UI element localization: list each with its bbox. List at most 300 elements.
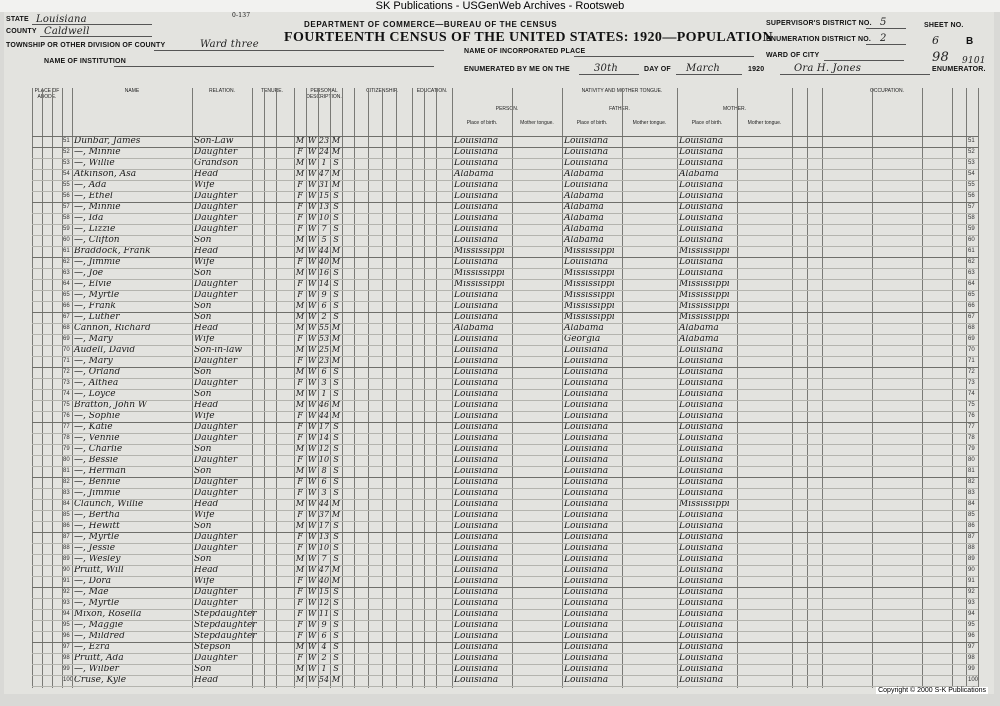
line-number-right: 77 <box>968 424 975 430</box>
cell-name: —, Hewitt <box>74 521 120 531</box>
cell-race: W <box>307 301 317 310</box>
cell-age: 15 <box>318 191 330 200</box>
cell-birth: Louisiana <box>454 444 499 454</box>
cell-mbirth: Mississippi <box>679 312 730 322</box>
line-number: 97 <box>63 644 70 650</box>
cell-race: W <box>307 664 317 673</box>
cell-age: 13 <box>318 202 330 211</box>
nativity-header: NATIVITY AND MOTHER TONGUE. <box>581 88 663 94</box>
row-line <box>32 345 978 346</box>
cell-rel: Wife <box>194 334 215 344</box>
line-number-right: 66 <box>968 303 975 309</box>
cell-mbirth: Louisiana <box>679 411 724 421</box>
cell-ms: S <box>333 554 339 563</box>
line-number-right: 99 <box>968 666 975 672</box>
line-number-right: 59 <box>968 226 975 232</box>
cell-birth: Louisiana <box>454 543 499 553</box>
cell-name: —, Mary <box>74 356 113 366</box>
cell-rel: Son <box>194 521 212 531</box>
cell-ms: S <box>333 620 339 629</box>
cell-mbirth: Alabama <box>679 169 719 179</box>
line-number-right: 91 <box>968 578 975 584</box>
cell-fbirth: Louisiana <box>564 521 609 531</box>
cell-age: 44 <box>318 246 330 255</box>
cell-mbirth: Louisiana <box>679 576 724 586</box>
cell-rel: Daughter <box>194 653 238 663</box>
relation-header: RELATION. <box>208 88 236 94</box>
cell-name: Bratton, John W <box>74 400 148 410</box>
cell-fbirth: Louisiana <box>564 587 609 597</box>
cell-age: 2 <box>321 653 327 662</box>
cell-rel: Head <box>194 246 219 256</box>
cell-fbirth: Louisiana <box>564 664 609 674</box>
cell-fbirth: Georgia <box>564 334 601 344</box>
row-line <box>32 180 978 181</box>
line-number-right: 92 <box>968 589 975 595</box>
census-title: FOURTEENTH CENSUS OF THE UNITED STATES: 1920—POPULATION <box>284 30 774 45</box>
cell-name: —, Willie <box>74 158 115 168</box>
cell-age: 6 <box>321 301 327 310</box>
line-number: 88 <box>63 545 70 551</box>
cell-name: Dunbar, James <box>74 136 141 146</box>
cell-ms: M <box>331 323 341 332</box>
cell-ms: M <box>331 136 341 145</box>
enumeration-label: ENUMERATION DISTRICT NO. <box>766 36 872 43</box>
citizenship-header: CITIZENSHIP. <box>366 88 398 94</box>
cell-sex: F <box>297 598 303 607</box>
cell-mbirth: Louisiana <box>679 147 724 157</box>
row-line <box>32 323 978 324</box>
cell-mbirth: Louisiana <box>679 664 724 674</box>
cell-birth: Louisiana <box>454 675 499 685</box>
cell-fbirth: Louisiana <box>564 675 609 685</box>
cell-ms: S <box>333 224 339 233</box>
cell-name: —, Herman <box>74 466 126 476</box>
cell-name: —, Bennie <box>74 477 121 487</box>
cell-fbirth: Louisiana <box>564 389 609 399</box>
site-banner: SK Publications - USGenWeb Archives - Rootsweb <box>0 0 1000 12</box>
cell-sex: F <box>297 180 303 189</box>
cell-age: 17 <box>318 521 330 530</box>
cell-name: Cruse, Kyle <box>74 675 127 685</box>
line-number: 78 <box>63 435 70 441</box>
township-value: Ward three <box>200 39 259 50</box>
line-number-right: 63 <box>968 270 975 276</box>
cell-sex: M <box>295 554 305 563</box>
cell-age: 8 <box>321 466 327 475</box>
cell-rel: Wife <box>194 411 215 421</box>
line-number: 90 <box>63 567 70 573</box>
form-number: 0-137 <box>232 12 251 19</box>
cell-race: W <box>307 290 317 299</box>
cell-ms: M <box>331 675 341 684</box>
cell-age: 3 <box>321 488 327 497</box>
row-line <box>32 367 978 368</box>
line-number-right: 95 <box>968 622 975 628</box>
cell-race: W <box>307 268 317 277</box>
cell-fbirth: Louisiana <box>564 554 609 564</box>
cell-name: —, Luther <box>74 312 120 322</box>
cell-birth: Louisiana <box>454 367 499 377</box>
row-line <box>32 411 978 412</box>
cell-rel: Son-in-law <box>194 345 243 355</box>
line-number-right: 80 <box>968 457 975 463</box>
cell-rel: Head <box>194 169 219 179</box>
cell-fbirth: Louisiana <box>564 180 609 190</box>
cell-mbirth: Louisiana <box>679 202 724 212</box>
cell-fbirth: Louisiana <box>564 466 609 476</box>
cell-birth: Louisiana <box>454 356 499 366</box>
cell-name: Cannon, Richard <box>74 323 151 333</box>
cell-race: W <box>307 180 317 189</box>
cell-ms: S <box>333 642 339 651</box>
cell-ms: S <box>333 235 339 244</box>
row-line <box>32 268 978 269</box>
cell-race: W <box>307 444 317 453</box>
cell-fbirth: Louisiana <box>564 477 609 487</box>
cell-rel: Wife <box>194 576 215 586</box>
row-line <box>32 499 978 500</box>
cell-ms: S <box>333 521 339 530</box>
cell-age: 23 <box>318 136 330 145</box>
enumerator-label: ENUMERATOR. <box>932 66 986 73</box>
row-line <box>32 664 978 665</box>
cell-race: W <box>307 246 317 255</box>
cell-mbirth: Louisiana <box>679 488 724 498</box>
cell-mbirth: Louisiana <box>679 532 724 542</box>
cell-sex: M <box>295 268 305 277</box>
side-mark: 98 <box>932 50 949 65</box>
cell-rel: Stepdaughter <box>194 620 257 630</box>
cell-rel: Daughter <box>194 455 238 465</box>
cell-age: 3 <box>321 378 327 387</box>
cell-sex: F <box>297 653 303 662</box>
line-number-right: 53 <box>968 160 975 166</box>
row-line <box>32 488 978 489</box>
cell-fbirth: Mississippi <box>564 301 615 311</box>
cell-sex: M <box>295 675 305 684</box>
cell-race: W <box>307 213 317 222</box>
cell-race: W <box>307 312 317 321</box>
cell-ms: S <box>333 367 339 376</box>
cell-birth: Louisiana <box>454 389 499 399</box>
cell-rel: Son <box>194 235 212 245</box>
cell-birth: Louisiana <box>454 576 499 586</box>
state-value: Louisiana <box>36 14 87 25</box>
cell-rel: Daughter <box>194 202 238 212</box>
cell-fbirth: Louisiana <box>564 576 609 586</box>
line-number-right: 87 <box>968 534 975 540</box>
cell-mbirth: Louisiana <box>679 367 724 377</box>
cell-birth: Louisiana <box>454 257 499 267</box>
education-header: EDUCATION. <box>416 88 448 94</box>
cell-sex: M <box>295 565 305 574</box>
cell-race: W <box>307 532 317 541</box>
row-line <box>32 554 978 555</box>
cell-age: 11 <box>318 609 330 618</box>
cell-age: 44 <box>318 499 330 508</box>
cell-name: —, Bertha <box>74 510 120 520</box>
line-number-right: 85 <box>968 512 975 518</box>
line-number: 69 <box>63 336 70 342</box>
cell-sex: M <box>295 444 305 453</box>
cell-age: 55 <box>318 323 330 332</box>
cell-rel: Daughter <box>194 279 238 289</box>
cell-ms: S <box>333 290 339 299</box>
cell-ms: S <box>333 268 339 277</box>
cell-ms: S <box>333 279 339 288</box>
line-number-right: 58 <box>968 215 975 221</box>
row-line <box>32 290 978 291</box>
cell-sex: M <box>295 301 305 310</box>
cell-fbirth: Alabama <box>564 202 604 212</box>
line-number-right: 61 <box>968 248 975 254</box>
cell-name: —, Mildred <box>74 631 125 641</box>
cell-mbirth: Louisiana <box>679 433 724 443</box>
cell-age: 16 <box>318 268 330 277</box>
cell-rel: Son <box>194 367 212 377</box>
cell-age: 25 <box>318 345 330 354</box>
cell-mbirth: Louisiana <box>679 598 724 608</box>
cell-age: 9 <box>321 620 327 629</box>
cell-sex: F <box>297 510 303 519</box>
township-label: TOWNSHIP OR OTHER DIVISION OF COUNTY <box>6 42 166 49</box>
cell-rel: Daughter <box>194 477 238 487</box>
cell-rel: Daughter <box>194 532 238 542</box>
cell-mbirth: Mississippi <box>679 246 730 256</box>
cell-race: W <box>307 488 317 497</box>
row-line <box>32 279 978 280</box>
cell-sex: M <box>295 312 305 321</box>
cell-ms: S <box>333 301 339 310</box>
cell-mbirth: Mississippi <box>679 301 730 311</box>
cell-ms: M <box>331 510 341 519</box>
cell-mbirth: Louisiana <box>679 565 724 575</box>
cell-mbirth: Mississippi <box>679 499 730 509</box>
cell-fbirth: Louisiana <box>564 455 609 465</box>
cell-birth: Louisiana <box>454 664 499 674</box>
cell-name: —, Orland <box>74 367 121 377</box>
cell-race: W <box>307 422 317 431</box>
line-number-right: 68 <box>968 325 975 331</box>
cell-fbirth: Mississippi <box>564 290 615 300</box>
cell-fbirth: Louisiana <box>564 422 609 432</box>
enumerated-month: March <box>686 63 721 74</box>
cell-mbirth: Alabama <box>679 334 719 344</box>
person-birth-header: Place of birth. <box>466 120 498 126</box>
supervisor-value: 5 <box>880 17 887 28</box>
cell-rel: Head <box>194 565 219 575</box>
cell-rel: Head <box>194 499 219 509</box>
line-number-right: 57 <box>968 204 975 210</box>
cell-age: 2 <box>321 312 327 321</box>
tenure-header: TENURE. <box>261 88 283 94</box>
cell-name: —, Maggie <box>74 620 124 630</box>
cell-birth: Louisiana <box>454 455 499 465</box>
line-number-right: 74 <box>968 391 975 397</box>
cell-sex: M <box>295 169 305 178</box>
cell-rel: Wife <box>194 510 215 520</box>
sheet-letter: B <box>966 36 974 47</box>
row-line <box>32 521 978 522</box>
cell-race: W <box>307 433 317 442</box>
row-line <box>32 565 978 566</box>
line-number: 58 <box>63 215 70 221</box>
cell-rel: Son <box>194 389 212 399</box>
cell-ms: S <box>333 543 339 552</box>
cell-fbirth: Alabama <box>564 191 604 201</box>
cell-race: W <box>307 521 317 530</box>
cell-mbirth: Louisiana <box>679 235 724 245</box>
cell-age: 10 <box>318 455 330 464</box>
cell-rel: Daughter <box>194 290 238 300</box>
cell-ms: S <box>333 455 339 464</box>
cell-sex: F <box>297 609 303 618</box>
cell-birth: Louisiana <box>454 642 499 652</box>
cell-sex: F <box>297 147 303 156</box>
cell-fbirth: Louisiana <box>564 631 609 641</box>
cell-birth: Louisiana <box>454 620 499 630</box>
row-line <box>32 257 978 258</box>
cell-race: W <box>307 136 317 145</box>
cell-name: —, Jimmie <box>74 488 121 498</box>
cell-birth: Louisiana <box>454 499 499 509</box>
cell-race: W <box>307 169 317 178</box>
cell-age: 17 <box>318 422 330 431</box>
line-number: 64 <box>63 281 70 287</box>
cell-rel: Daughter <box>194 587 238 597</box>
cell-mbirth: Louisiana <box>679 257 724 267</box>
cell-mbirth: Louisiana <box>679 653 724 663</box>
cell-name: —, Jessie <box>74 543 116 553</box>
line-number: 87 <box>63 534 70 540</box>
cell-ms: M <box>331 334 341 343</box>
cell-age: 5 <box>321 235 327 244</box>
line-number-right: 72 <box>968 369 975 375</box>
enumerated-label: ENUMERATED BY ME ON THE <box>464 66 570 73</box>
cell-ms: M <box>331 356 341 365</box>
cell-race: W <box>307 455 317 464</box>
cell-age: 7 <box>321 224 327 233</box>
line-number-right: 86 <box>968 523 975 529</box>
cell-sex: F <box>297 631 303 640</box>
census-grid <box>32 88 978 688</box>
line-number-right: 71 <box>968 358 975 364</box>
cell-fbirth: Mississippi <box>564 268 615 278</box>
cell-name: —, Dora <box>74 576 112 586</box>
line-number-right: 90 <box>968 567 975 573</box>
cell-age: 47 <box>318 169 330 178</box>
line-number-right: 79 <box>968 446 975 452</box>
line-number: 51 <box>63 138 70 144</box>
cell-name: —, Lizzie <box>74 224 116 234</box>
line-number: 60 <box>63 237 70 243</box>
line-number-right: 73 <box>968 380 975 386</box>
cell-name: —, Sophie <box>74 411 121 421</box>
cell-age: 12 <box>318 598 330 607</box>
cell-birth: Mississippi <box>454 279 505 289</box>
line-number-right: 60 <box>968 237 975 243</box>
cell-age: 47 <box>318 565 330 574</box>
cell-fbirth: Louisiana <box>564 620 609 630</box>
cell-rel: Son-Law <box>194 136 234 146</box>
cell-sex: M <box>295 323 305 332</box>
cell-race: W <box>307 158 317 167</box>
line-number: 100 <box>63 677 74 683</box>
row-line <box>32 378 978 379</box>
cell-ms: S <box>333 532 339 541</box>
cell-sex: F <box>297 455 303 464</box>
cell-sex: F <box>297 202 303 211</box>
cell-rel: Son <box>194 664 212 674</box>
cell-mbirth: Louisiana <box>679 510 724 520</box>
cell-birth: Louisiana <box>454 466 499 476</box>
line-number: 54 <box>63 171 70 177</box>
cell-sex: F <box>297 378 303 387</box>
row-line <box>32 444 978 445</box>
line-number-right: 88 <box>968 545 975 551</box>
cell-ms: S <box>333 477 339 486</box>
cell-fbirth: Alabama <box>564 323 604 333</box>
line-number: 79 <box>63 446 70 452</box>
line-number: 89 <box>63 556 70 562</box>
cell-race: W <box>307 389 317 398</box>
cell-ms: S <box>333 433 339 442</box>
cell-ms: M <box>331 576 341 585</box>
mother-header: MOTHER. <box>722 106 747 112</box>
cell-birth: Louisiana <box>454 587 499 597</box>
cell-name: —, Loyce <box>74 389 116 399</box>
cell-sex: F <box>297 356 303 365</box>
cell-rel: Stepson <box>194 642 231 652</box>
line-number-right: 84 <box>968 501 975 507</box>
cell-mbirth: Louisiana <box>679 224 724 234</box>
row-line <box>32 202 978 203</box>
line-number: 95 <box>63 622 70 628</box>
row-line <box>32 389 978 390</box>
cell-fbirth: Louisiana <box>564 158 609 168</box>
cell-ms: S <box>333 598 339 607</box>
census-year: 1920 <box>748 66 765 73</box>
cell-ms: S <box>333 202 339 211</box>
cell-name: —, Ida <box>74 213 104 223</box>
cell-mbirth: Louisiana <box>679 444 724 454</box>
cell-rel: Daughter <box>194 543 238 553</box>
cell-age: 12 <box>318 444 330 453</box>
row-line <box>32 631 978 632</box>
cell-rel: Daughter <box>194 378 238 388</box>
cell-sex: F <box>297 422 303 431</box>
cell-birth: Louisiana <box>454 521 499 531</box>
cell-sex: F <box>297 290 303 299</box>
row-line <box>32 147 978 148</box>
cell-sex: M <box>295 235 305 244</box>
ward-label: WARD OF CITY <box>766 52 820 59</box>
cell-sex: F <box>297 191 303 200</box>
cell-ms: M <box>331 565 341 574</box>
cell-birth: Louisiana <box>454 411 499 421</box>
line-number-right: 94 <box>968 611 975 617</box>
cell-birth: Alabama <box>454 169 494 179</box>
row-line <box>32 587 978 588</box>
cell-race: W <box>307 587 317 596</box>
line-number: 70 <box>63 347 70 353</box>
institution-label: NAME OF INSTITUTION <box>44 58 126 65</box>
line-number: 73 <box>63 380 70 386</box>
cell-age: 9 <box>321 290 327 299</box>
cell-race: W <box>307 675 317 684</box>
cell-rel: Daughter <box>194 147 238 157</box>
